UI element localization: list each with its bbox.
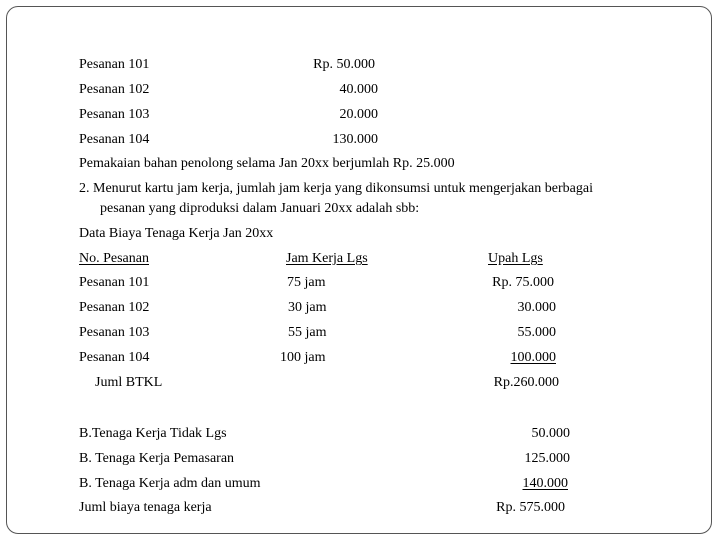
marketing-labor-value: 125.000 [524, 451, 570, 466]
order-103-amount: 20.000 [339, 107, 378, 122]
table-row-wage: 55.000 [517, 325, 556, 340]
admin-labor-label: B. Tenaga Kerja adm dan umum [79, 476, 261, 491]
table-row-hours: 55 jam [288, 325, 327, 340]
total-labor-cost-value: Rp. 575.000 [496, 500, 565, 515]
table-row-order: Pesanan 103 [79, 325, 150, 340]
table-row-hours: 30 jam [288, 300, 327, 315]
labor-data-title: Data Biaya Tenaga Kerja Jan 20xx [79, 226, 274, 241]
header-direct-hours: Jam Kerja Lgs [286, 251, 368, 266]
indirect-labor-label: B.Tenaga Kerja Tidak Lgs [79, 426, 227, 441]
table-row-wage: 30.000 [517, 300, 556, 315]
table-row-hours: 100 jam [280, 350, 326, 365]
total-direct-labor-value: Rp.260.000 [493, 375, 559, 390]
total-direct-labor-label: Juml BTKL [95, 375, 163, 390]
header-direct-wage: Upah Lgs [488, 251, 543, 266]
table-row-order: Pesanan 101 [79, 275, 150, 290]
table-row-order: Pesanan 102 [79, 300, 150, 315]
total-labor-cost-label: Juml biaya tenaga kerja [79, 500, 212, 515]
point2-line2: pesanan yang diproduksi dalam Januari 20xx adalah sbb: [100, 201, 420, 216]
order-103-label: Pesanan 103 [79, 107, 150, 122]
indirect-labor-value: 50.000 [531, 426, 570, 441]
table-row-order: Pesanan 104 [79, 350, 150, 365]
order-102-label: Pesanan 102 [79, 82, 150, 97]
table-row-hours: 75 jam [287, 275, 326, 290]
order-101-amount: Rp. 50.000 [313, 57, 375, 72]
order-102-amount: 40.000 [339, 82, 378, 97]
marketing-labor-label: B. Tenaga Kerja Pemasaran [79, 451, 235, 466]
auxiliary-material-note: Pemakaian bahan penolong selama Jan 20xx berjumlah Rp. 25.000 [79, 156, 455, 171]
table-row-wage: 100.000 [510, 350, 556, 365]
admin-labor-value: 140.000 [522, 476, 568, 491]
order-104-amount: 130.000 [332, 132, 378, 147]
order-101-label: Pesanan 101 [79, 57, 150, 72]
header-order-no: No. Pesanan [79, 251, 149, 266]
order-104-label: Pesanan 104 [79, 132, 150, 147]
table-row-wage: Rp. 75.000 [492, 275, 554, 290]
point2-line1: 2. Menurut kartu jam kerja, jumlah jam kerja yang dikonsumsi untuk mengerjakan berbagai [79, 181, 593, 196]
